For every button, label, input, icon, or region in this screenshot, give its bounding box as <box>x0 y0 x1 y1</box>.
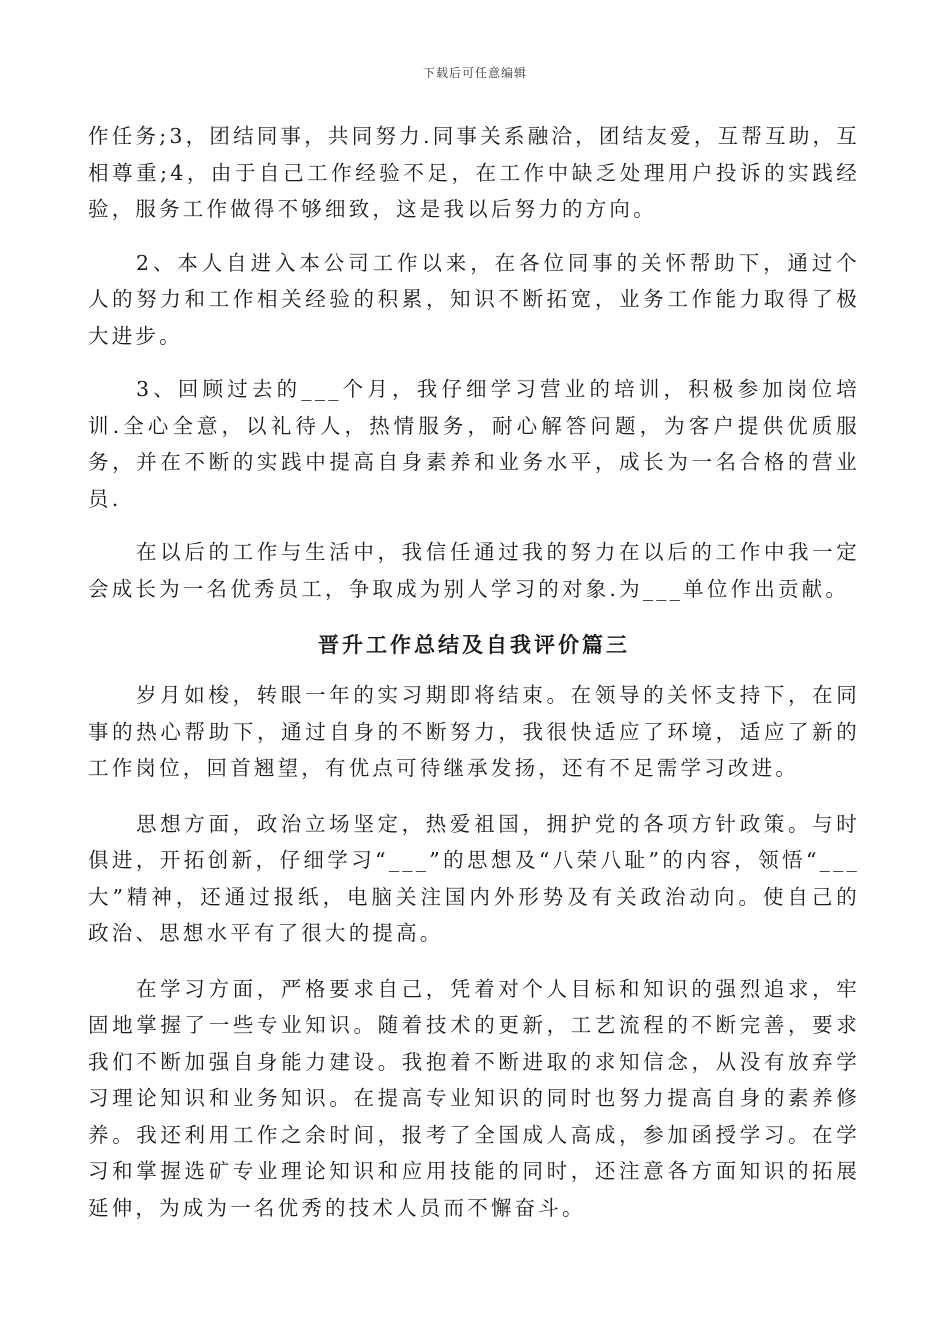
document-body <box>88 118 860 1226</box>
paragraph-item-3: 3、回顾过去的___个月，我仔细学习营业的培训，积极参加岗位培训.全心全意，以礼待人，热情服务，耐心解答问题，为客户提供优质服务，并在不断的实践中提高自身素养和业务水平，成长为一名合格的营业员. <box>88 377 860 511</box>
paragraph-ideology: 思想方面，政治立场坚定，热爱祖国，拥护党的各项方针政策。与时俱进，开拓创新，仔细学习“___”的思想及“八荣八耻”的内容，领悟“___大”精神，还通过报纸，电脑关注国内外形势及有关政治动向。使自己的政治、思想水平有了很大的提高。 <box>88 811 860 945</box>
section-heading: 晋升工作总结及自我评价篇三 <box>318 632 630 657</box>
paragraph-closing: 在以后的工作与生活中，我信任通过我的努力在以后的工作中我一定会成长为一名优秀员工，争取成为别人学习的对象.为___单位作出贡献。 <box>88 540 860 601</box>
paragraph-item-2: 2、本人自进入本公司工作以来，在各位同事的关怀帮助下，通过个人的努力和工作相关经验的积累，知识不断拓宽，业务工作能力取得了极大进步。 <box>88 250 860 348</box>
paragraph-study: 在学习方面，严格要求自己，凭着对个人目标和知识的强烈追求，牢固地掌握了一些专业知识。随着技术的更新，工艺流程的不断完善，要求我们不断加强自身能力建设。我抱着不断进取的求知信念，从没有放弃学习理论知识和业务知识。在提高专业知识的同时也努力提高自身的素养修养。我还利用工作之余时间，报考了全国成人高成，参加函授学习。在学习和掌握选矿专业理论知识和应用技能的同时，还注意各方面知识的拓展延伸，为成为一名优秀的技术人员而不懈奋斗。 <box>88 976 860 1220</box>
paragraph-intro: 岁月如梭，转眼一年的实习期即将结束。在领导的关怀支持下，在同事的热心帮助下，通过自身的不断努力，我很快适应了环境，适应了新的工作岗位，回首翘望，有优点可待继承发扬，还有不足需学习改进。 <box>88 683 860 780</box>
page-header-watermark: 下载后可任意编辑 <box>422 66 527 80</box>
paragraph-continuation: 作任务;3，团结同事，共同努力.同事关系融洽，团结友爱，互帮互助，互相尊重;4，由于自己工作经验不足，在工作中缺乏处理用户投诉的实践经验，服务工作做得不够细致，这是我以后努力的方向。 <box>88 124 860 221</box>
